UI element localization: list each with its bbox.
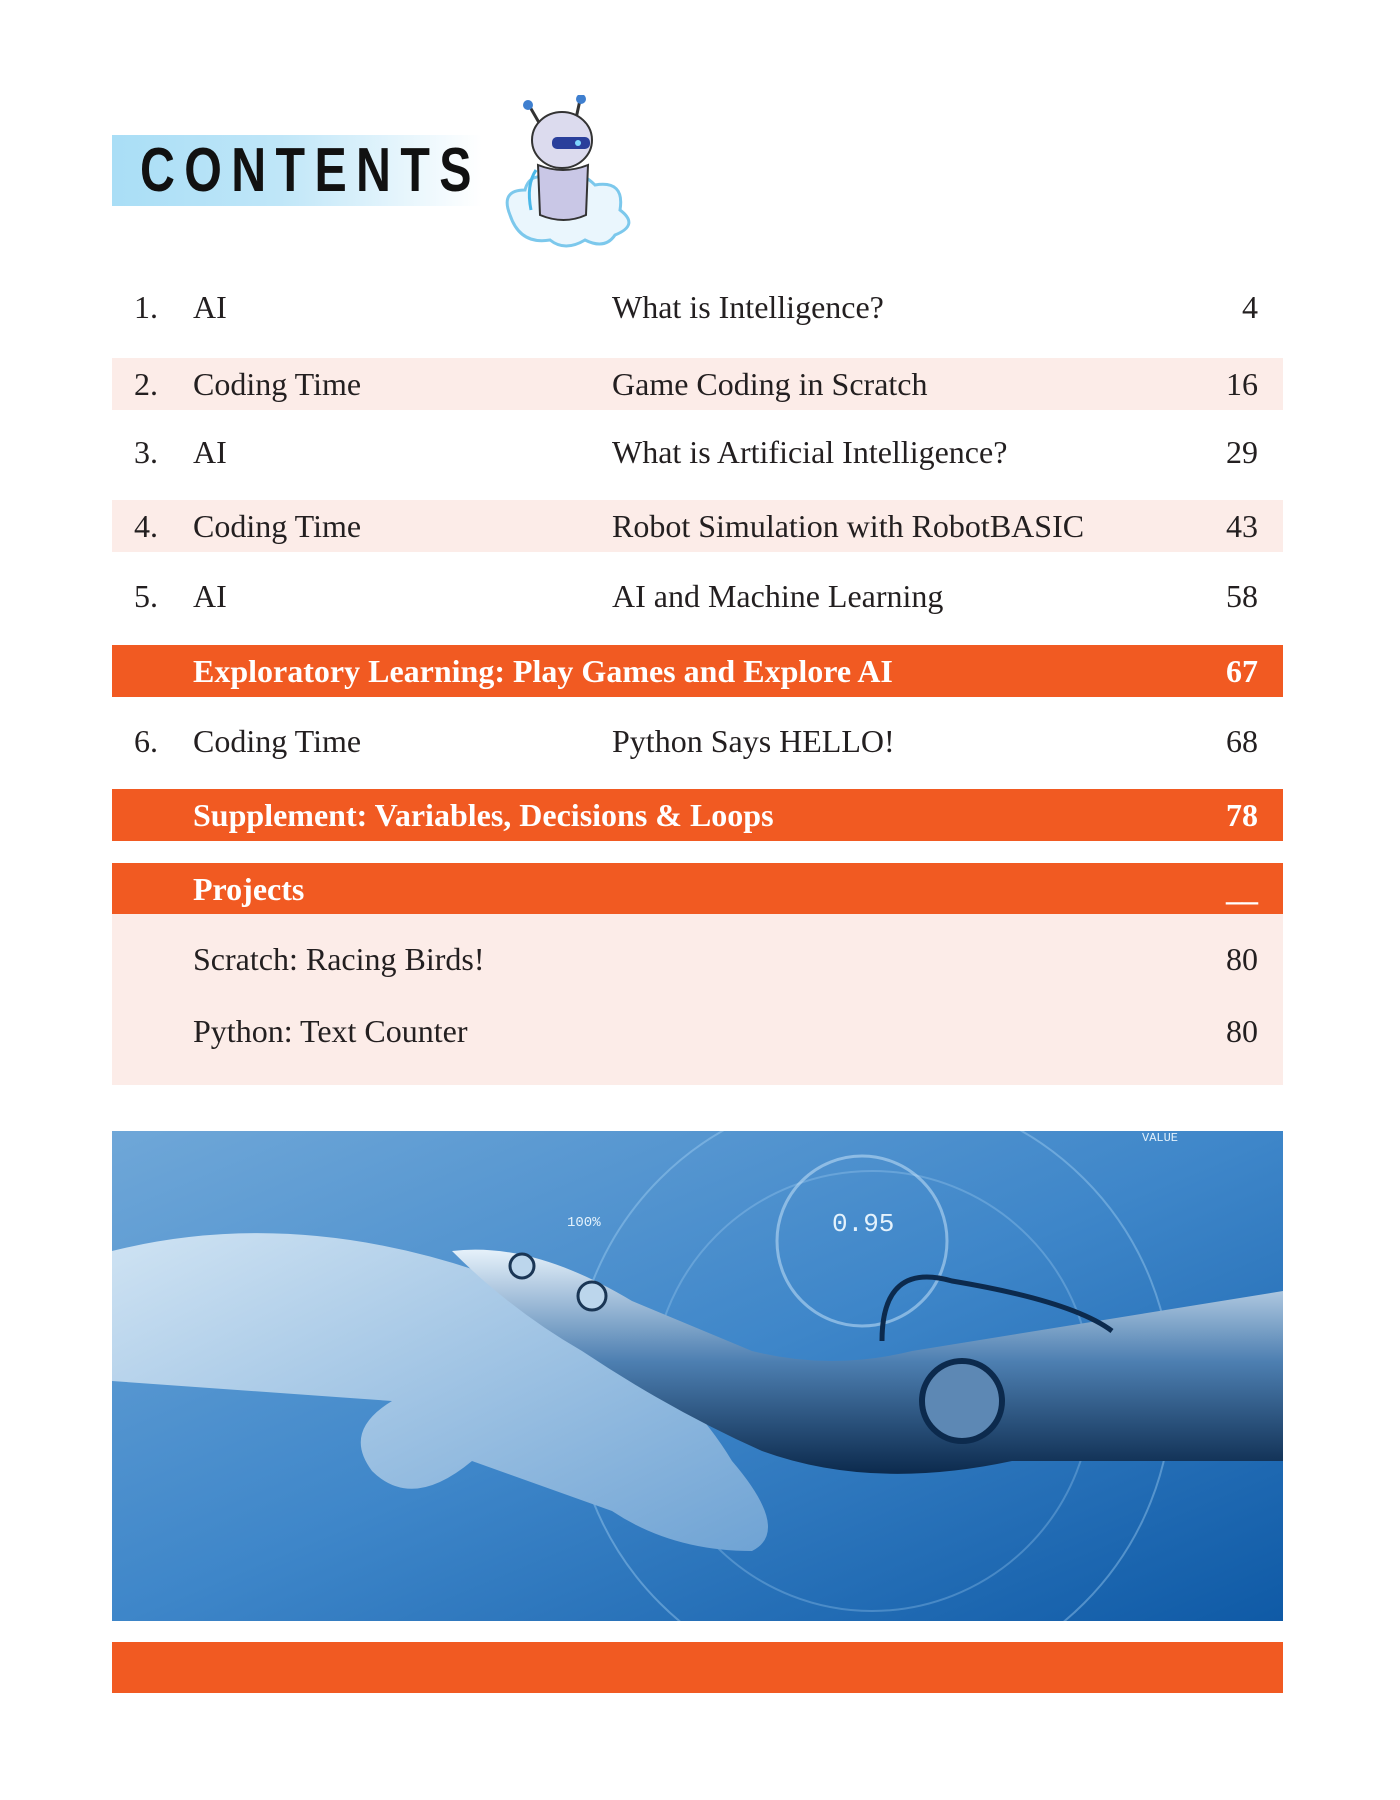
toc-entry[interactable] bbox=[112, 358, 1283, 410]
section-title: Supplement: Variables, Decisions & Loops bbox=[193, 797, 774, 833]
chapter-category: AI bbox=[193, 289, 227, 325]
section-title: Exploratory Learning: Play Games and Explore AI bbox=[193, 653, 893, 689]
chapter-number: 2. bbox=[134, 366, 158, 402]
footer-accent-bar bbox=[112, 1642, 1283, 1693]
chapter-category: Coding Time bbox=[193, 366, 362, 402]
chapter-category: Coding Time bbox=[193, 723, 362, 759]
toc-entry[interactable] bbox=[112, 570, 1283, 622]
project-title: Scratch: Racing Birds! bbox=[193, 941, 485, 977]
toc-entry[interactable] bbox=[112, 426, 1283, 478]
chapter-number: 1. bbox=[134, 289, 158, 325]
page-title: CONTENTS bbox=[140, 136, 481, 205]
chapter-number: 6. bbox=[134, 723, 158, 759]
page-number: 80 bbox=[1226, 941, 1258, 977]
project-entry[interactable] bbox=[112, 1005, 1283, 1057]
chapter-number: 3. bbox=[134, 434, 158, 470]
project-title: Python: Text Counter bbox=[193, 1013, 468, 1049]
project-entry[interactable] bbox=[112, 933, 1283, 985]
percentage-readout: 100% bbox=[567, 1215, 601, 1231]
page-number: 43 bbox=[1226, 508, 1258, 544]
toc-entry[interactable] bbox=[112, 281, 1283, 333]
toc-section-exploratory[interactable] bbox=[112, 645, 1283, 697]
toc-entry[interactable] bbox=[112, 500, 1283, 552]
page-number: 16 bbox=[1226, 366, 1258, 402]
page-number: 29 bbox=[1226, 434, 1258, 470]
human-robot-handshake-image bbox=[112, 1131, 1283, 1621]
page-number: 68 bbox=[1226, 723, 1258, 759]
chapter-number: 5. bbox=[134, 578, 158, 614]
chapter-title[interactable]: What is Artificial Intelligence? bbox=[612, 434, 1008, 470]
value-label: VALUE bbox=[1142, 1131, 1179, 1145]
gauge-readout: 0.95 bbox=[832, 1209, 895, 1239]
page-number: 78 bbox=[1226, 797, 1258, 833]
toc-section-projects[interactable] bbox=[112, 863, 1283, 915]
toc-entry[interactable] bbox=[112, 715, 1283, 767]
chapter-title[interactable]: AI and Machine Learning bbox=[612, 578, 944, 614]
chapter-category: AI bbox=[193, 578, 227, 614]
section-title: Projects bbox=[193, 871, 305, 907]
page-number: 58 bbox=[1226, 578, 1258, 614]
page-number: 80 bbox=[1226, 1013, 1258, 1049]
page-number: 67 bbox=[1226, 653, 1258, 689]
chapter-title[interactable]: What is Intelligence? bbox=[612, 289, 884, 325]
chapter-number: 4. bbox=[134, 508, 158, 544]
chapter-title[interactable]: Game Coding in Scratch bbox=[612, 366, 928, 402]
chapter-category: Coding Time bbox=[193, 508, 362, 544]
page-number: __ bbox=[1226, 871, 1258, 907]
chapter-title[interactable]: Python Says HELLO! bbox=[612, 723, 895, 759]
toc-section-supplement[interactable] bbox=[112, 789, 1283, 841]
chapter-title[interactable]: Robot Simulation with RobotBASIC bbox=[612, 508, 1085, 544]
page-number: 4 bbox=[1242, 289, 1258, 325]
robot-on-cloud-icon bbox=[490, 95, 640, 250]
chapter-category: AI bbox=[193, 434, 227, 470]
